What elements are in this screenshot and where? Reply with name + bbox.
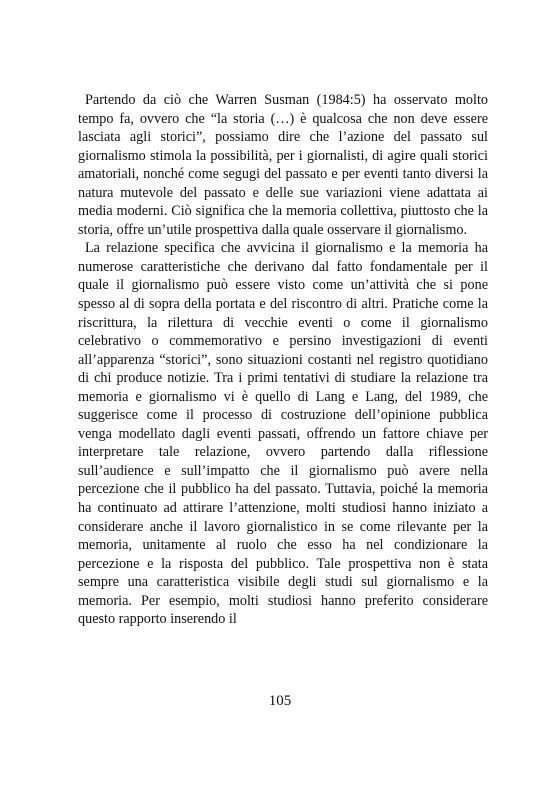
page-number: 105: [268, 693, 292, 709]
paragraph-2: La relazione specifica che avvicina il giornalismo e la memoria ha numerose caratteristiche che derivano dal fatto fondamentale per il quale il giornalismo può essere visto come un’attività che si pone spesso al di sopra della portata e del riscontro di altri. Pratiche come la riscrittura, la rilettura di vecchie eventi o come il giornalismo celebrativo o commemorativo e persino investigazioni di eventi all’apparenza “storici”, sono situazioni costanti nel registro quotidiano di chi produce notizie. Tra i primi tentativi di studiare la relazione tra memoria e giornalismo vi è quello di Lang e Lang, del 1989, che suggerisce come il processo di costruzione dell’opinione pubblica venga modellato dagli eventi passati, offrendo un fattore chiave per interpretare tale relazione, ovvero partendo dalla riflessione sull’audience e sull’impatto che il giornalismo può avere nella percezione che il pubblico ha del passato. Tuttavia, poiché la memoria ha continuato ad attirare l’attenzione, molti studiosi hanno iniziato a considerare anche il lavoro giornalistico in se come rilevante per la memoria, unitamente al ruolo che esso ha nel condizionare la percezione e la risposta del pubblico. Tale prospettiva non è stata sempre una caratteristica visibile degli studi sul giornalismo e la memoria. Per esempio, molti studiosi hanno preferito considerare questo rapporto inserendo il: [78, 240, 488, 628]
paragraph-1: Partendo da ciò che Warren Susman (1984:5) ha osservato molto tempo fa, ovvero che “la storia (…) è qualcosa che non deve essere lasciata agli storici”, possiamo dire che l’azione del passato sul giornalismo stimola la possibilità, per i giornalisti, di agire quali storici amatoriali, nonché come segugi del passato e per eventi tanto diversi la natura mutevole del passato e delle sue variazioni viene adattata ai media moderni. Ciò significa che la memoria collettiva, piuttosto che la storia, offre un’utile prospettiva dalla quale osservare il giornalismo.: [78, 92, 488, 238]
body-text: [78, 91, 488, 629]
